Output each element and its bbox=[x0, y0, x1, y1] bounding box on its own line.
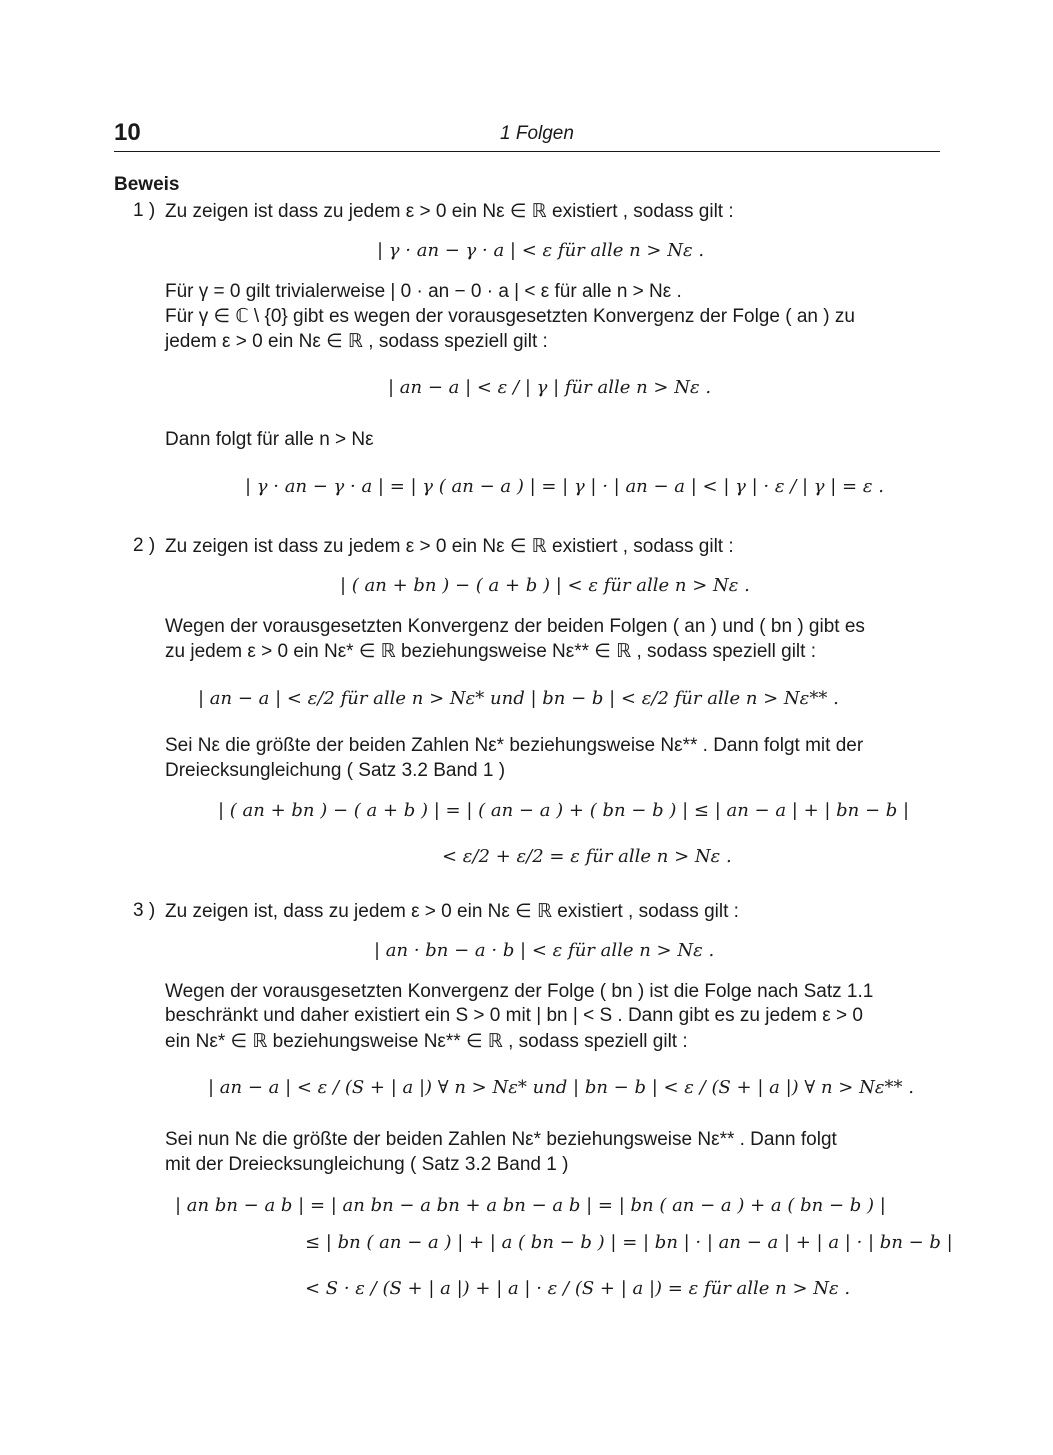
part2-intro: Zu zeigen ist dass zu jedem ε > 0 ein Nε ∈ ℝ existiert , sodass gilt : bbox=[165, 536, 734, 557]
part3-text-line3: ein Nε* ∈ ℝ beziehungsweise Nε** ∈ ℝ , sodass speziell gilt : bbox=[165, 1031, 688, 1052]
part2-sei-line1: Sei Nε die größte der beiden Zahlen Nε* beziehungsweise Nε** . Dann folgt mit der bbox=[165, 735, 864, 756]
part3-product-line1: | an bn − a b | = | an bn − a bn + a bn − a b | = | bn ( an − a ) + a ( bn − b ) | bbox=[175, 1195, 886, 1216]
proof-heading: Beweis bbox=[114, 174, 180, 195]
header-rule bbox=[114, 151, 940, 152]
part2-label: 2 ) bbox=[133, 535, 156, 556]
part3-sei-line1: Sei nun Nε die größte der beiden Zahlen Nε* beziehungsweise Nε** . Dann folgt bbox=[165, 1129, 837, 1150]
part3-product-line3: < S · ε / (S + | a |) + | a | · ε / (S + | a |) = ε für alle n > Nε . bbox=[305, 1278, 851, 1299]
part3-sei-line2: mit der Dreiecksungleichung ( Satz 3.2 Band 1 ) bbox=[165, 1154, 569, 1175]
part1-goal-equation: | γ · an − γ · a | < ε für alle n > Nε . bbox=[377, 240, 705, 261]
part3-text-line2: beschränkt und daher existiert ein S > 0 mit | bn | < S . Dann gibt es zu jedem ε > 0 bbox=[165, 1005, 863, 1026]
part3-goal-equation: | an · bn − a · b | < ε für alle n > Nε . bbox=[374, 940, 715, 961]
part1-chain-equation: | γ · an − γ · a | = | γ ( an − a ) | = | γ | · | an − a | < | γ | · ε / | γ | = ε . bbox=[245, 476, 884, 497]
part2-triangle-line2: < ε/2 + ε/2 = ε für alle n > Nε . bbox=[442, 846, 732, 867]
part3-product-line2: ≤ | bn ( an − a ) | + | a ( bn − b ) | = | bn | · | an − a | + | a | · | bn − b | bbox=[305, 1232, 953, 1253]
part2-sei-line2: Dreiecksungleichung ( Satz 3.2 Band 1 ) bbox=[165, 760, 506, 781]
part1-case-zero: Für γ = 0 gilt trivialerweise | 0 · an − 0 · a | < ε für alle n > Nε . bbox=[165, 281, 682, 302]
part1-case-nonzero-line1: Für γ ∈ ℂ \ {0} gibt es wegen der vorausgesetzten Konvergenz der Folge ( an ) zu bbox=[165, 306, 855, 327]
part2-text-line1: Wegen der vorausgesetzten Konvergenz der beiden Folgen ( an ) und ( bn ) gibt es bbox=[165, 616, 865, 637]
part2-premise-equation: | an − a | < ε/2 für alle n > Nε* und | bn − b | < ε/2 für alle n > Nε** . bbox=[198, 688, 839, 709]
part1-then: Dann folgt für alle n > Nε bbox=[165, 429, 374, 450]
part1-case-nonzero-line2: jedem ε > 0 ein Nε ∈ ℝ , sodass speziell gilt : bbox=[165, 331, 548, 352]
part3-intro: Zu zeigen ist, dass zu jedem ε > 0 ein Nε ∈ ℝ existiert , sodass gilt : bbox=[165, 901, 739, 922]
part3-label: 3 ) bbox=[133, 900, 156, 921]
chapter-title: 1 Folgen bbox=[500, 123, 574, 144]
part1-label: 1 ) bbox=[133, 200, 156, 221]
part2-triangle-line1: | ( an + bn ) − ( a + b ) | = | ( an − a ) + ( bn − b ) | ≤ | an − a | + | bn − b | bbox=[218, 800, 910, 821]
page-number: 10 bbox=[114, 119, 141, 146]
part2-text-line2: zu jedem ε > 0 ein Nε* ∈ ℝ beziehungsweise Nε** ∈ ℝ , sodass speziell gilt : bbox=[165, 641, 816, 662]
part3-premise-equation: | an − a | < ε / (S + | a |) ∀ n > Nε* und | bn − b | < ε / (S + | a |) ∀ n > Nε** . bbox=[208, 1077, 914, 1098]
part2-goal-equation: | ( an + bn ) − ( a + b ) | < ε für alle n > Nε . bbox=[340, 575, 750, 596]
part3-text-line1: Wegen der vorausgesetzten Konvergenz der Folge ( bn ) ist die Folge nach Satz 1.1 bbox=[165, 981, 874, 1002]
part1-intro: Zu zeigen ist dass zu jedem ε > 0 ein Nε ∈ ℝ existiert , sodass gilt : bbox=[165, 201, 734, 222]
part1-premise-equation: | an − a | < ε / | γ | für alle n > Nε . bbox=[388, 377, 712, 398]
